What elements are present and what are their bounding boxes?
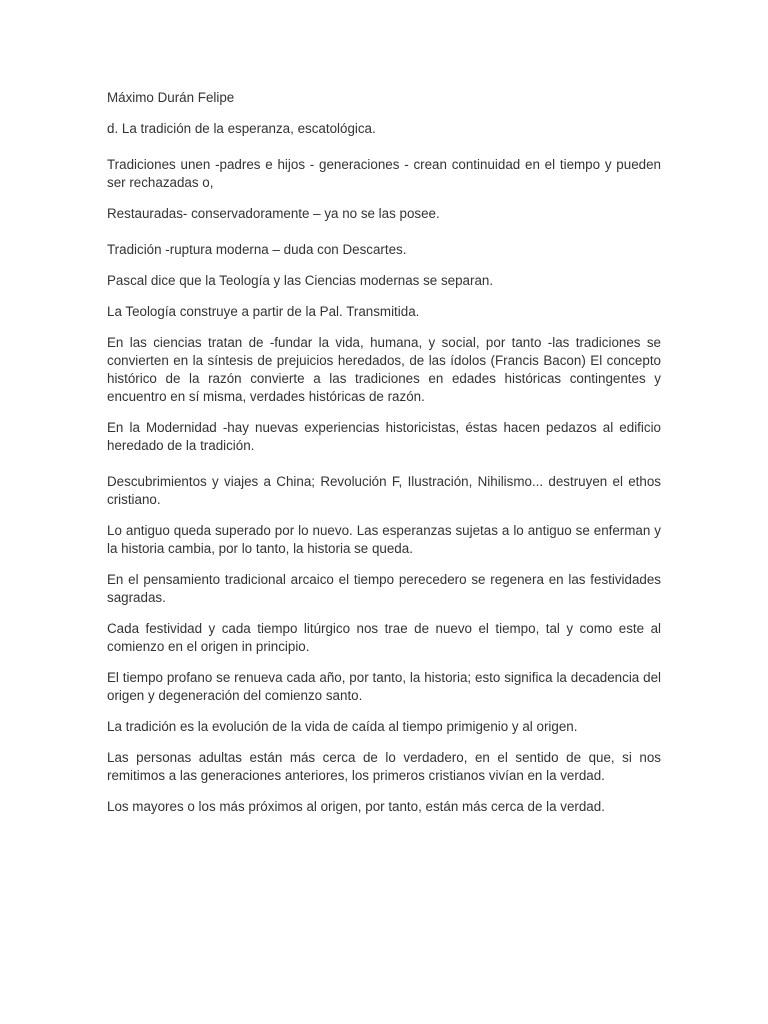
document-page — [107, 89, 661, 829]
paragraph: Los mayores o los más próximos al origen, por tanto, están más cerca de la verdad. — [107, 799, 605, 814]
paragraph: En las ciencias tratan de -fundar la vida, humana, y social, por tanto -las tradiciones se convierten en la síntesis de prejuicios heredados, de las ídolos (Francis Bacon) El concepto histórico de la razón convierte a las tradiciones en edades históricas contingentes y encuentro en sí misma, verdades históricas de razón. — [107, 335, 661, 404]
paragraph: En la Modernidad -hay nuevas experiencias historicistas, éstas hacen pedazos al edificio heredado de la tradición. — [107, 420, 661, 453]
paragraph: Tradición -ruptura moderna – duda con Descartes. — [107, 242, 407, 257]
paragraph: La Teología construye a partir de la Pal. Transmitida. — [107, 304, 420, 319]
paragraph: Pascal dice que la Teología y las Ciencias modernas se separan. — [107, 273, 494, 288]
paragraph: En el pensamiento tradicional arcaico el tiempo perecedero se regenera en las festividades sagradas. — [107, 572, 661, 605]
author-name: Máximo Durán Felipe — [107, 90, 235, 105]
paragraph: Restauradas- conservadoramente – ya no se las posee. — [107, 206, 440, 221]
paragraph: Descubrimientos y viajes a China; Revolución F, Ilustración, Nihilismo... destruyen el ethos cristiano. — [107, 474, 661, 507]
section-heading: d. La tradición de la esperanza, escatológica. — [107, 121, 376, 136]
paragraph: Las personas adultas están más cerca de lo verdadero, en el sentido de que, si nos remitimos a las generaciones anteriores, los primeros cristianos vivían en la verdad. — [107, 750, 661, 783]
paragraph: Tradiciones unen -padres e hijos - generaciones - crean continuidad en el tiempo y pueden ser rechazadas o, — [107, 157, 661, 190]
paragraph: Lo antiguo queda superado por lo nuevo. Las esperanzas sujetas a lo antiguo se enferman y la historia cambia, por lo tanto, la historia se queda. — [107, 523, 661, 556]
paragraph: Cada festividad y cada tiempo litúrgico nos trae de nuevo el tiempo, tal y como este al comienzo en el origen in principio. — [107, 621, 661, 654]
paragraph: La tradición es la evolución de la vida de caída al tiempo primigenio y al origen. — [107, 719, 578, 734]
paragraph: El tiempo profano se renueva cada año, por tanto, la historia; esto significa la decadencia del origen y degeneración del comienzo santo. — [107, 670, 661, 703]
